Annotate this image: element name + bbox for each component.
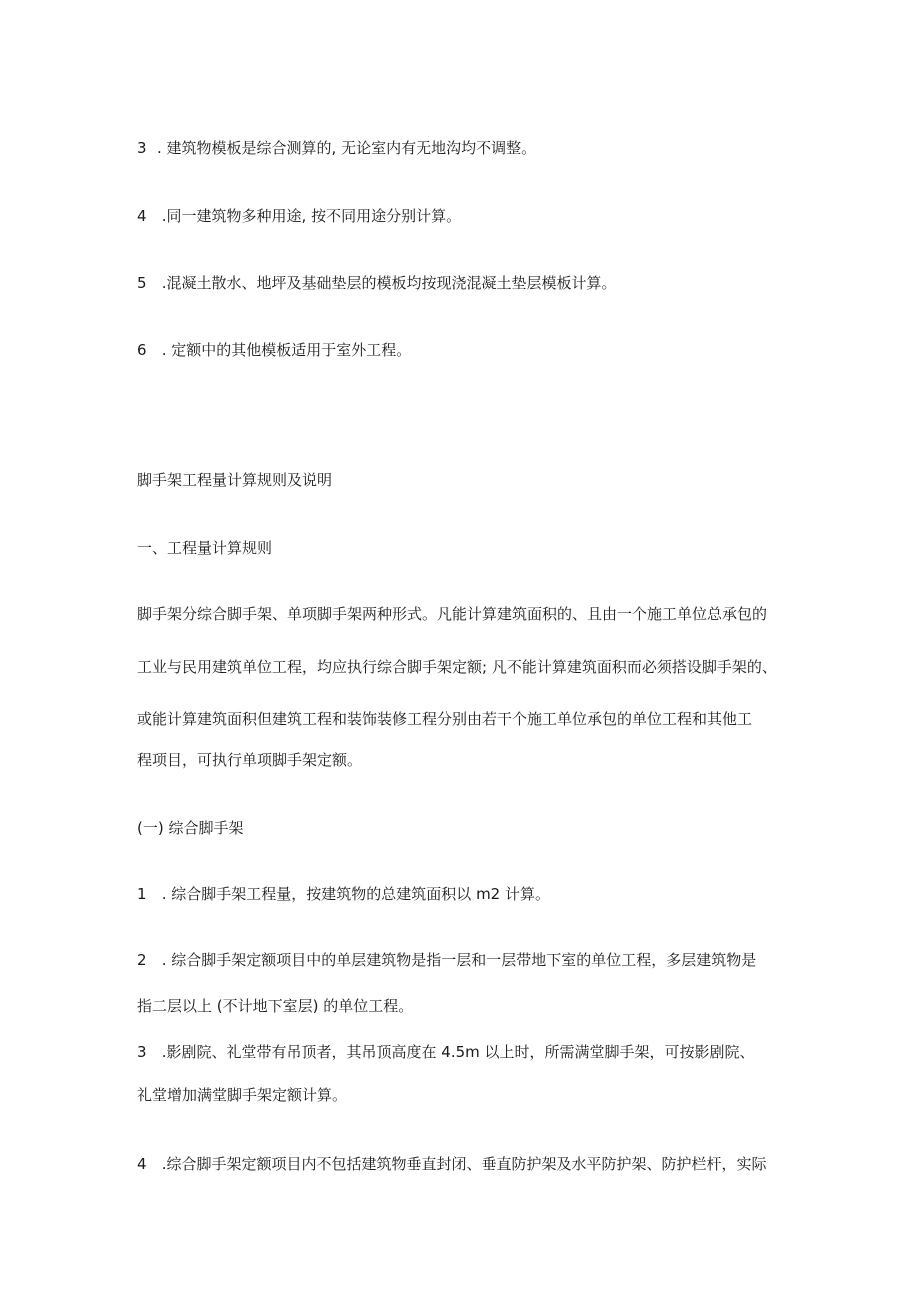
paragraph-line: 脚手架分综合脚手架、单项脚手架两种形式。凡能计算建筑面积的、且由一个施工单位总承包的 xyxy=(137,605,768,623)
list-item-text: .综合脚手架定额项目内不包括建筑物垂直封闭、垂直防护架及水平防护架、防护栏杆，实际 xyxy=(157,1155,767,1173)
list-item-continuation: 礼堂增加满堂脚手架定额计算。 xyxy=(137,1086,348,1104)
section-title: 脚手架工程量计算规则及说明 xyxy=(137,471,333,489)
list-item-text: . 建筑物模板是综合测算的, 无论室内有无地沟均不调整。 xyxy=(157,139,537,157)
paragraph-line: 工业与民用建筑单位工程，均应执行综合脚手架定额; 凡不能计算建筑面积而必须搭设脚手架的、 xyxy=(137,658,777,676)
list-item-number: 6 xyxy=(137,341,147,359)
list-item-text: .影剧院、礼堂带有吊顶者，其吊顶高度在 4.5m 以上时，所需满堂脚手架，可按影剧院、 xyxy=(157,1043,755,1061)
list-item xyxy=(137,138,536,158)
list-item-number: 4 xyxy=(137,207,147,225)
list-item-text: . 定额中的其他模板适用于室外工程。 xyxy=(157,341,412,359)
list-item-number: 5 xyxy=(137,274,147,292)
list-item-number: 3 xyxy=(137,139,147,157)
list-item xyxy=(137,884,550,904)
list-item-continuation: 指二层以上 (不计地下室层) 的单位工程。 xyxy=(137,997,414,1015)
list-item xyxy=(137,950,756,970)
list-item-text: . 综合脚手架定额项目中的单层建筑物是指一层和一层带地下室的单位工程，多层建筑物是 xyxy=(157,951,757,969)
list-item-number: 4 xyxy=(137,1155,147,1173)
list-item-text: . 综合脚手架工程量，按建筑物的总建筑面积以 m2 计算。 xyxy=(157,885,550,903)
list-item-number: 2 xyxy=(137,951,147,969)
list-item xyxy=(137,273,617,293)
list-item xyxy=(137,1154,767,1174)
list-item xyxy=(137,340,411,360)
paragraph-line: 程项目，可执行单项脚手架定额。 xyxy=(137,751,363,769)
list-item-text: .同一建筑物多种用途, 按不同用途分别计算。 xyxy=(157,207,462,225)
list-item xyxy=(137,206,461,226)
list-item-number: 3 xyxy=(137,1043,147,1061)
paragraph-line: 或能计算建筑面积但建筑工程和装饰装修工程分别由若干个施工单位承包的单位工程和其他工 xyxy=(137,710,753,728)
list-item-text: .混凝土散水、地坪及基础垫层的模板均按现浇混凝土垫层模板计算。 xyxy=(157,274,617,292)
heading-one: 一、工程量计算规则 xyxy=(137,539,273,557)
list-item-number: 1 xyxy=(137,885,147,903)
sub-heading: (一) 综合脚手架 xyxy=(137,819,244,837)
list-item xyxy=(137,1042,755,1062)
